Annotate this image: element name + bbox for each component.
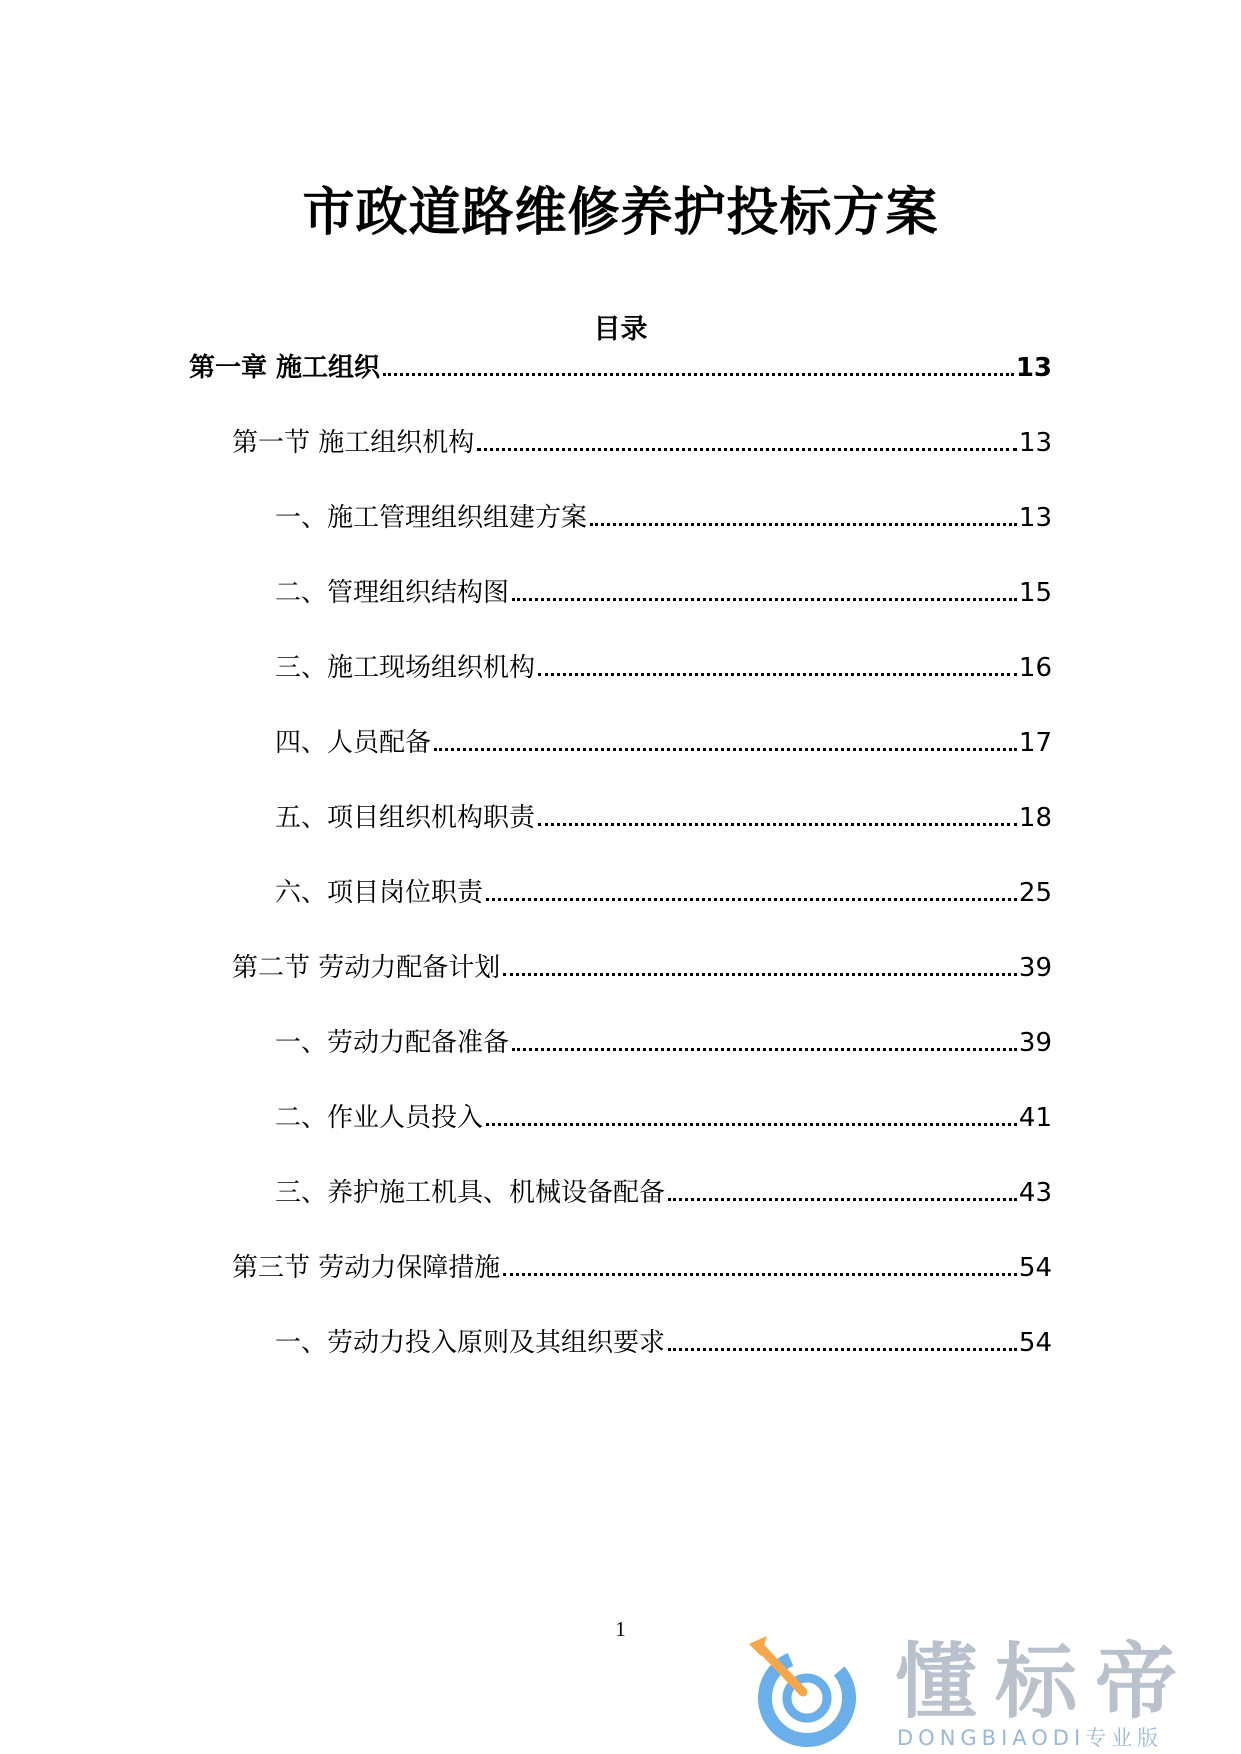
toc-entry-page: 13 <box>1015 353 1052 383</box>
toc-entry[interactable] <box>275 723 1052 763</box>
toc-entry-label: 五、项目组织机构职责 <box>275 803 536 833</box>
toc-entry-page: 18 <box>1018 803 1052 833</box>
toc-entry[interactable] <box>275 1323 1052 1363</box>
toc-entry-page: 43 <box>1018 1178 1052 1208</box>
toc-leader-dots <box>503 1273 1017 1276</box>
toc-leader-dots <box>538 673 1017 676</box>
toc-leader-dots <box>486 1123 1017 1126</box>
toc-entry-label: 三、养护施工机具、机械设备配备 <box>275 1178 666 1208</box>
toc-leader-dots <box>538 823 1017 826</box>
toc-heading: 目录 <box>593 314 648 345</box>
toc-entry[interactable] <box>275 1098 1052 1138</box>
watermark-brand-text: 懂标帝 <box>895 1635 1196 1730</box>
toc-leader-dots <box>590 523 1017 526</box>
toc-entry[interactable] <box>275 873 1052 913</box>
toc-entry-page: 25 <box>1018 878 1052 908</box>
toc-leader-dots <box>486 898 1017 901</box>
toc-leader-dots <box>512 598 1017 601</box>
toc-leader-dots <box>503 973 1017 976</box>
toc-leader-dots <box>512 1048 1017 1051</box>
toc-entry-page: 17 <box>1018 728 1052 758</box>
toc-entry-label: 一、劳动力配备准备 <box>275 1028 510 1058</box>
toc-entry-page: 13 <box>1018 428 1052 458</box>
toc-entry[interactable] <box>275 573 1052 613</box>
toc-entry-label: 二、作业人员投入 <box>275 1103 484 1133</box>
toc-entry-label: 二、管理组织结构图 <box>275 578 510 608</box>
toc-entry-label: 一、劳动力投入原则及其组织要求 <box>275 1328 666 1358</box>
toc-entry[interactable] <box>275 1173 1052 1213</box>
toc-leader-dots <box>668 1348 1017 1351</box>
toc-leader-dots <box>477 448 1017 451</box>
toc-leader-dots <box>383 373 1014 376</box>
toc-leader-dots <box>434 748 1017 751</box>
toc-entry[interactable] <box>232 423 1052 463</box>
toc-entry-label: 一、施工管理组织组建方案 <box>275 503 588 533</box>
toc-entry-label: 四、人员配备 <box>275 728 432 758</box>
toc-entry-page: 13 <box>1018 503 1052 533</box>
toc-entry-page: 54 <box>1018 1328 1052 1358</box>
toc-entry-label: 第一章 施工组织 <box>189 353 381 383</box>
toc-entry-label: 第三节 劳动力保障措施 <box>232 1253 501 1283</box>
toc-leader-dots <box>668 1198 1017 1201</box>
toc-entry-page: 39 <box>1018 1028 1052 1058</box>
toc-entry[interactable] <box>275 798 1052 838</box>
page-number: 1 <box>615 1617 626 1641</box>
document-title: 市政道路维修养护投标方案 <box>302 183 939 243</box>
watermark-logo <box>745 1634 1225 1750</box>
toc-entry-label: 三、施工现场组织机构 <box>275 653 536 683</box>
toc-entry[interactable] <box>275 1023 1052 1063</box>
toc-entry-page: 54 <box>1018 1253 1052 1283</box>
toc-entry-page: 16 <box>1018 653 1052 683</box>
toc-entry-label: 第一节 施工组织机构 <box>232 428 475 458</box>
toc-entry[interactable] <box>189 348 1052 388</box>
toc-entry-page: 41 <box>1018 1103 1052 1133</box>
toc-entry[interactable] <box>232 1248 1052 1288</box>
toc-entry[interactable] <box>232 948 1052 988</box>
toc-entry-label: 第二节 劳动力配备计划 <box>232 953 501 983</box>
toc-entry[interactable] <box>275 648 1052 688</box>
toc-entry-page: 39 <box>1018 953 1052 983</box>
target-logo-icon <box>745 1634 865 1750</box>
watermark-subtitle: DONGBIAODI专业版 <box>897 1726 1164 1750</box>
toc-entry[interactable] <box>275 498 1052 538</box>
toc-entry-label: 六、项目岗位职责 <box>275 878 484 908</box>
toc-entry-page: 15 <box>1018 578 1052 608</box>
